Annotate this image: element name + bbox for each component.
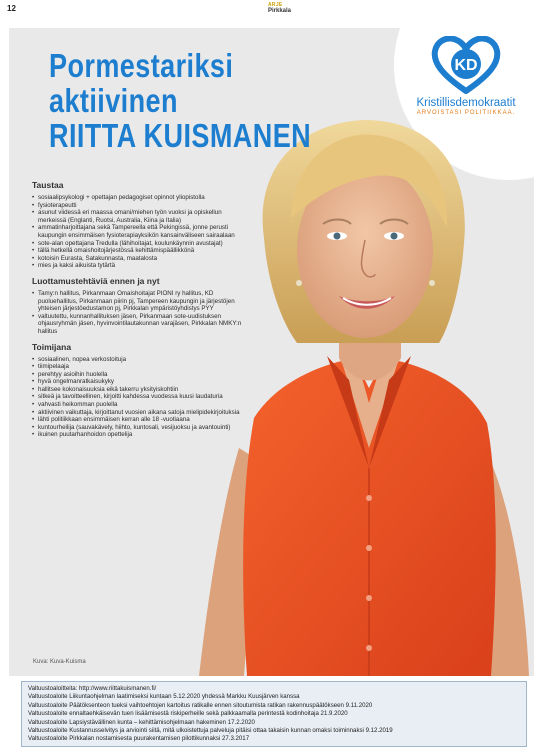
list-item: • sote-alan opettajana Tredulla (lähihoitajat, koulunkäynnin avustajat) (32, 240, 250, 248)
section-heading: Luottamustehtäviä ennen ja nyt (32, 275, 160, 286)
list-item: • sosiaalipsykologi + opettajan pedagogiset opinnot yliopistolla (32, 194, 250, 202)
headline-line-2: aktiivinen (49, 82, 178, 119)
headline-line-1: Pormestariksi (49, 47, 234, 84)
list-item: • aktiivinen vaikuttaja, kirjoittanut vuosien aikana satoja mielipidekirjoituksia (32, 409, 250, 417)
footer-line: Valtuustoaloite Pirkkalan nostamisesta puurakentamisen pilottikunnaksi 27.3.2017 (28, 735, 250, 743)
section-list (32, 194, 250, 270)
list-item: • sitkeä ja tavoitteellinen, kirjoitti kahdessa vuodessa kuusi laudaturia (32, 393, 250, 401)
list-item: • mies ja kaksi aikuista tytärtä (32, 262, 250, 270)
page-number: 12 (7, 4, 16, 13)
section-list (32, 356, 250, 440)
footer-line: Valtuustoaloitteita: http://www.riittakuismanen.fi/ (28, 685, 157, 692)
svg-text:KD: KD (454, 57, 478, 74)
footer-line: Valtuustoaloite Kustannusselvitys ja arviointi siitä, mitä ulkoistettuja palveluja pitäisi ottaa takaisin kunnan omaksi toiminnaksi 9.12.2019 (28, 727, 393, 735)
headline-line-3: RIITTA KUISMANEN (49, 117, 312, 154)
initiatives-box (21, 681, 527, 747)
section-heading: Toimijana (32, 341, 72, 352)
footer-line: Valtuustoaloite Lapsiystävällinen kunta – kehittämisohjelmaan hakeminen 17.2.2020 (28, 718, 255, 726)
bio-column (32, 180, 250, 445)
list-item: • kuntourheilija (sauvakävely, hiihto, kuntosali, vesijuoksu ja avantouinti) (32, 424, 250, 432)
list-item: • valtuutettu, kunnanhallituksen jäsen, Pirkanmaan sote-uudistuksen ohjausryhmän jäsen, hyvinvointilautakunnan varajäsen, Pirkkalan NMKY:n hallitus (32, 313, 250, 336)
list-item: • ammatinharjoittajana sekä Tampereella että Pekingissä, jonne perusti kaupungin ensimmäisen fysioterapiayksikön kansainväliseen sairaalaan (32, 224, 250, 239)
list-item: • fysioterapeutti (32, 202, 250, 210)
list-item: • perehtyy asioihin huolella (32, 371, 250, 379)
section-heading: Taustaa (32, 180, 64, 190)
list-item: • tällä hetkellä omaishoitojärjestössä kehittämispäällikkönä (32, 247, 250, 255)
list-item: • Tamy:n hallitus, Pirkanmaan Omaishoitajat PIONI ry hallitus, KD puoluehallitus, Pirkanmaan piirin pj, Tampereen kaupungin ja järjestöjen yhteisen järjestöedustamon pj, Pirkkalan ympäristöyhdistys PYY (32, 290, 250, 313)
list-item: • hallitsee kokonaisuuksia eikä takerru yksityiskohtiin (32, 386, 250, 394)
paper-name: ARJE (268, 2, 283, 8)
list-item: • ikuinen puutarhanhoidon opettelija (32, 431, 250, 439)
list-item: • kotoisin Eurasta, Satakunnasta, maatalosta (32, 255, 250, 263)
footer-line: Valtuustoaloite Päätöksenteon tueksi vaihtoehtojen kartoitus ratikalle ennen sitoutumista ratikan rakennuspäätökseen 9.11.2020 (28, 701, 373, 709)
headline (49, 48, 311, 153)
list-item: • sosiaalinen, nopea verkostoituja (32, 356, 250, 364)
party-name: Kristillisdemokraatit (416, 97, 516, 109)
list-item: • tiimipelaaja (32, 363, 250, 371)
list-item: • lähti politiikkaan ensimmäisen kerran alle 18 -vuotiaana (32, 416, 250, 424)
footer-line: Valtuustoaloite Liikuntaohjelman laatimiseksi kuntaan 5.12.2020 yhdessä Markku Kuusjärven kanssa (28, 693, 300, 701)
footer-line: Valtuustoaloite ennaltaehkäisevän tuen lisäämisestä riskiperheille sekä palkkaamalla perintestä kodinhoitaja 21.9.2020 (28, 710, 348, 718)
photo-credit: Kuva: Kuva-Kuisma (33, 659, 86, 665)
party-tagline: ARVOISTASI POLITIIKKAA. (416, 110, 516, 116)
party-logo (396, 36, 534, 116)
masthead (268, 3, 291, 14)
list-item: • hyvä ongelmanratkaisukyky (32, 378, 250, 386)
ad-panel (9, 28, 534, 676)
section-list (32, 290, 250, 336)
list-item: • asunut viidessä eri maassa omani/miehen työn vuoksi ja opiskellun merkeissä (Englanti, Ruotsi, Australia, Kiina ja Italia) (32, 209, 250, 224)
region-name: Pirkkala (268, 8, 292, 14)
list-item: • vahvasti heikomman puolella (32, 401, 250, 409)
kd-heart-logo-icon (431, 36, 501, 94)
